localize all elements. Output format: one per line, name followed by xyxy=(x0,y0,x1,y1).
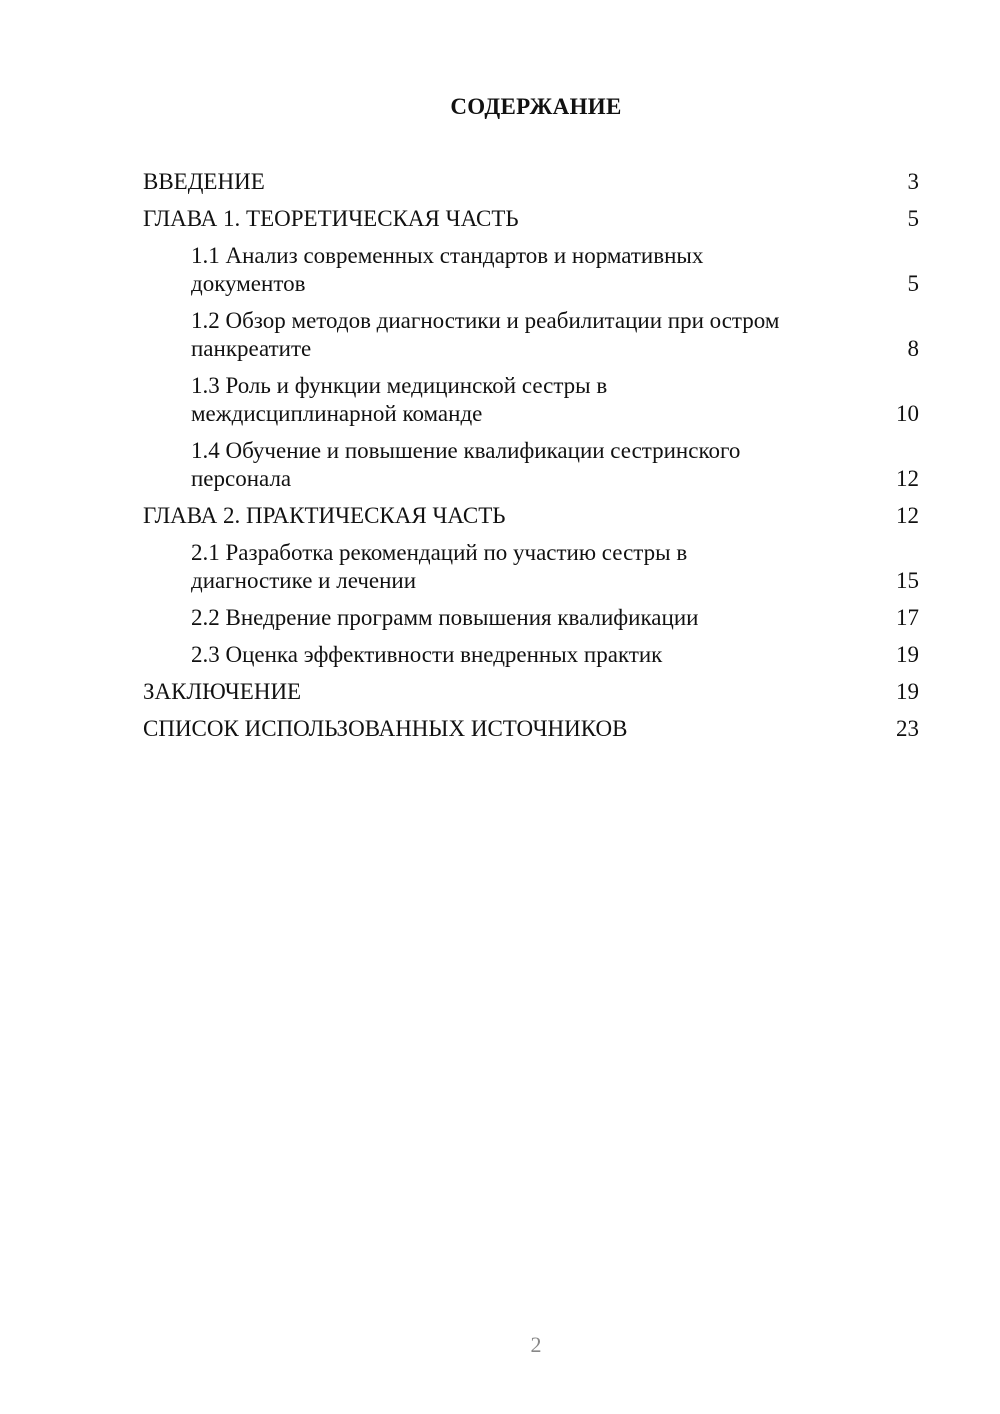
toc-entry-section-2-2 xyxy=(143,604,919,632)
toc-entry-page: 12 xyxy=(896,503,919,528)
toc-entry-page: 8 xyxy=(907,336,919,361)
toc-entry-chapter-2 xyxy=(143,502,919,530)
toc-entry-text: 1.4 Обучение и повышение квалификации сестринского персонала xyxy=(191,438,741,491)
toc-entry-text: ГЛАВА 1. ТЕОРЕТИЧЕСКАЯ ЧАСТЬ xyxy=(143,206,519,231)
toc-entry-page: 17 xyxy=(896,605,919,630)
toc-entry-chapter-1 xyxy=(143,205,919,233)
toc-entry-text: 2.3 Оценка эффективности внедренных практик xyxy=(191,642,663,667)
toc-entry-section-1-1 xyxy=(143,242,919,298)
toc-entry-page: 12 xyxy=(896,466,919,491)
toc-entry-text: СПИСОК ИСПОЛЬЗОВАННЫХ ИСТОЧНИКОВ xyxy=(143,716,628,741)
toc-entry-page: 19 xyxy=(896,642,919,667)
toc-entry-page: 23 xyxy=(896,716,919,741)
toc-entry-page: 5 xyxy=(907,271,919,296)
toc-entry-section-1-3 xyxy=(143,372,919,428)
toc-entry-page: 10 xyxy=(896,401,919,426)
toc-entry-section-1-4 xyxy=(143,437,919,493)
toc-entry-section-2-3 xyxy=(143,641,919,669)
page-title: СОДЕРЖАНИЕ xyxy=(450,94,622,119)
toc-entry-text: 1.3 Роль и функции медицинской сестры в междисциплинарной команде xyxy=(191,373,608,426)
page-number: 2 xyxy=(530,1332,542,1357)
toc-entry-page: 19 xyxy=(896,679,919,704)
table-of-contents xyxy=(143,168,919,752)
toc-entry-text: 2.1 Разработка рекомендаций по участию сестры в диагностике и лечении xyxy=(191,540,688,593)
toc-entry-page: 3 xyxy=(907,169,919,194)
toc-entry-page: 5 xyxy=(907,206,919,231)
toc-entry-references xyxy=(143,715,919,743)
toc-entry-text: 2.2 Внедрение программ повышения квалификации xyxy=(191,605,699,630)
toc-entry-text: 1.1 Анализ современных стандартов и нормативных документов xyxy=(191,243,704,296)
toc-entry-text: ГЛАВА 2. ПРАКТИЧЕСКАЯ ЧАСТЬ xyxy=(143,503,506,528)
toc-entry-section-2-1 xyxy=(143,539,919,595)
toc-entry-text: 1.2 Обзор методов диагностики и реабилитации при остром панкреатите xyxy=(191,308,780,361)
toc-entry-text: ЗАКЛЮЧЕНИЕ xyxy=(143,679,302,704)
toc-entry-introduction xyxy=(143,168,919,196)
toc-entry-section-1-2 xyxy=(143,307,919,363)
toc-entry-page: 15 xyxy=(896,568,919,593)
toc-entry-text: ВВЕДЕНИЕ xyxy=(143,169,265,194)
toc-entry-conclusion xyxy=(143,678,919,706)
